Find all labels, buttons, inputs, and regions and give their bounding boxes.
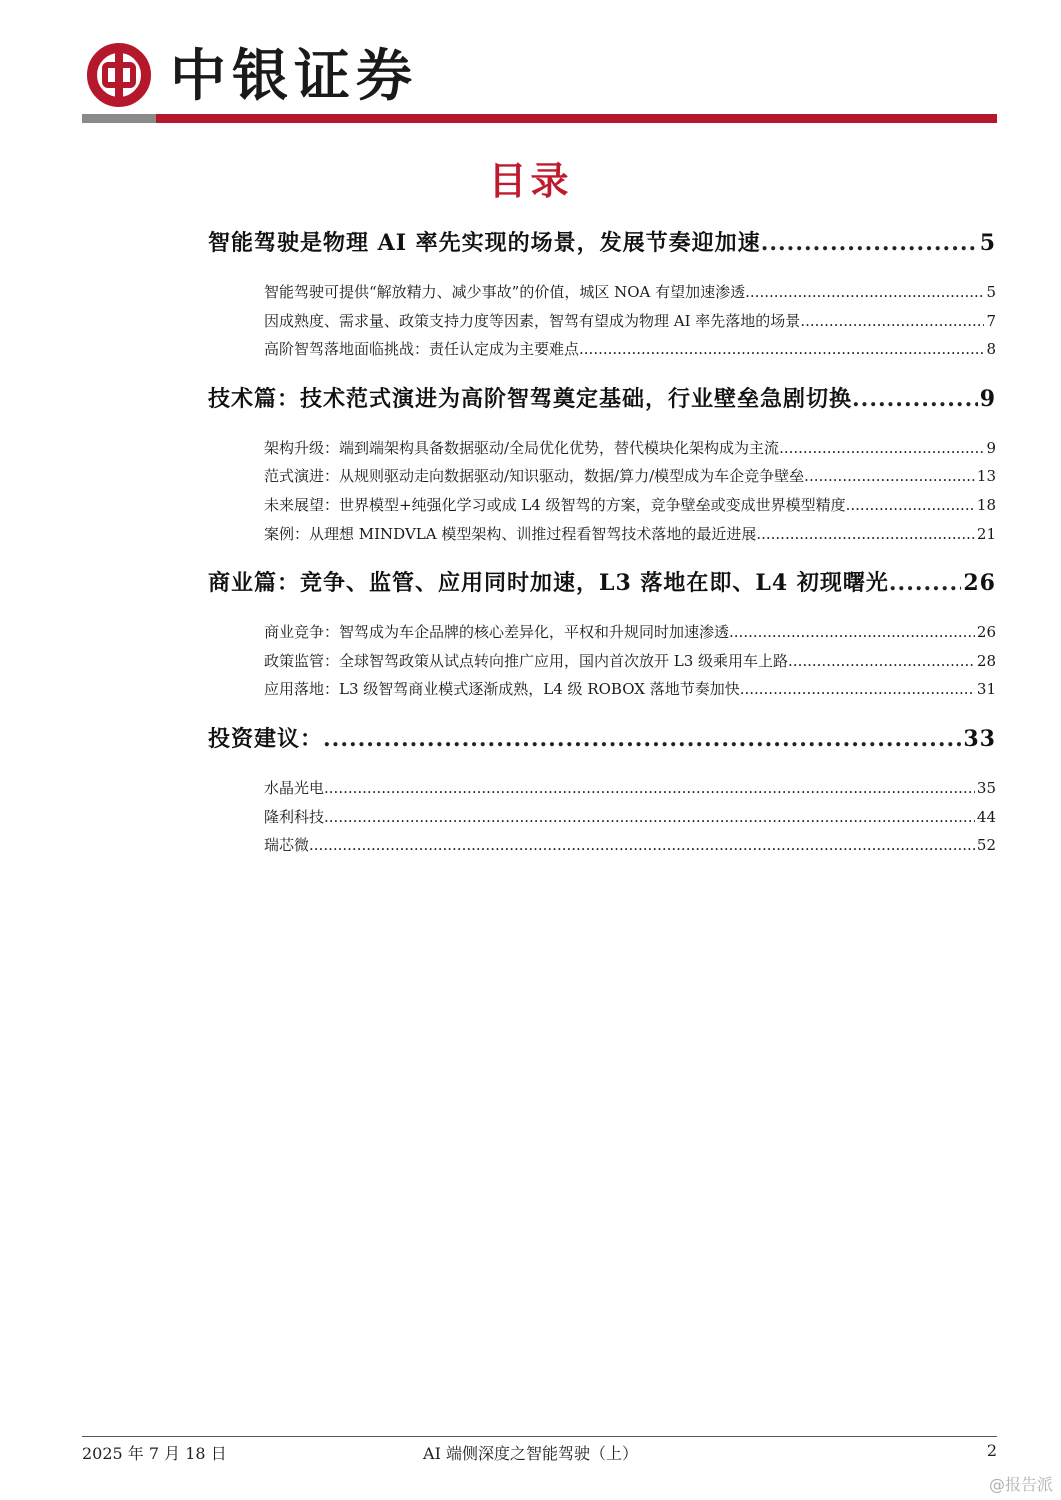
toc-subsection[interactable]: [264, 675, 996, 704]
toc-subsection[interactable]: [264, 803, 996, 832]
toc-subsection-page: 31: [976, 680, 996, 699]
toc-subsection-page: 26: [976, 623, 996, 642]
header-rule-grey: [82, 114, 156, 123]
page-header: [82, 40, 997, 124]
toc-leader-dots: [745, 278, 984, 307]
toc-leader-dots: [323, 716, 961, 762]
toc-subsection[interactable]: [264, 434, 996, 463]
toc-leader-dots: [309, 831, 975, 860]
toc-leader-dots: [579, 335, 984, 364]
toc-leader-dots: [740, 675, 975, 704]
toc-subsection-page: 13: [976, 467, 996, 486]
toc-subsection[interactable]: [264, 491, 996, 520]
bank-of-china-logo-icon: [86, 42, 152, 108]
toc-leader-dots: [779, 434, 984, 463]
footer-date: 2025 年 7 月 18 日: [82, 1444, 227, 1463]
footer-report-title: AI 端侧深度之智能驾驶（上）: [423, 1444, 638, 1463]
toc-subsection-title: 因成熟度、需求量、政策支持力度等因素，智驾有望成为物理 AI 率先落地的场景: [264, 311, 801, 330]
toc-subsection[interactable]: [264, 774, 996, 803]
toc-subsection[interactable]: [264, 462, 996, 491]
toc-section[interactable]: [208, 376, 996, 422]
toc-subsection[interactable]: [264, 307, 996, 336]
toc-subsection-page: 52: [976, 836, 996, 855]
toc-section-title: 投资建议：: [208, 725, 324, 752]
footer-rule: [82, 1436, 997, 1437]
footer-page-number: 2: [986, 1441, 997, 1460]
toc-subsection-title: 智能驾驶可提供“解放精力、减少事故”的价值，城区 NOA 有望加速渗透: [264, 283, 746, 301]
toc-section[interactable]: [208, 716, 996, 762]
toc-subsection-page: 18: [976, 495, 996, 514]
toc-leader-dots: [788, 647, 975, 676]
toc-title: 目录: [488, 158, 573, 203]
toc-subsection-title: 高阶智驾落地面临挑战：责任认定成为主要难点: [264, 340, 580, 359]
toc-subsection[interactable]: [264, 520, 996, 549]
toc-subsection-page: 9: [986, 438, 996, 457]
watermark: @报告派: [988, 1475, 1053, 1494]
toc-leader-dots: [324, 774, 975, 803]
toc-subsection-page: 8: [986, 340, 996, 359]
toc-section-page: 9: [979, 385, 996, 412]
toc-section-page: 33: [963, 725, 996, 752]
toc-subsection-page: 7: [986, 311, 996, 330]
toc-section-page: 26: [963, 570, 996, 597]
toc-leader-dots: [852, 376, 978, 422]
toc-subsection[interactable]: [264, 831, 996, 860]
toc-leader-dots: [324, 803, 975, 832]
toc-leader-dots: [889, 560, 962, 606]
toc-subsection-page: 21: [976, 524, 996, 543]
header-rule-red: [156, 114, 997, 123]
toc-section-page: 5: [979, 230, 996, 256]
toc-leader-dots: [729, 618, 975, 647]
toc-subsection-title: 水晶光电: [264, 778, 325, 797]
toc-subsection-title: 隆利科技: [264, 807, 325, 826]
brand-name: 中银证券: [170, 43, 418, 109]
toc-subsection-page: 44: [976, 807, 996, 826]
toc-subsection[interactable]: [264, 618, 996, 647]
toc-section[interactable]: [208, 220, 996, 266]
toc-subsection-page: 35: [976, 778, 996, 797]
toc-leader-dots: [846, 491, 975, 520]
toc-subsection-title: 架构升级：端到端架构具备数据驱动/全局优化优势，替代模块化架构成为主流: [264, 438, 780, 457]
toc-section[interactable]: [208, 560, 996, 606]
toc-leader-dots: [756, 520, 975, 549]
toc-subsection[interactable]: [264, 335, 996, 364]
table-of-contents: [208, 220, 996, 872]
toc-subsection[interactable]: [264, 278, 996, 307]
toc-subsection-title: 瑞芯微: [264, 836, 310, 855]
toc-subsection-title: 未来展望：世界模型+纯强化学习或成 L4 级智驾的方案，竞争壁垒或变成世界模型精度: [264, 495, 846, 514]
toc-subsection-page: 28: [976, 651, 996, 670]
toc-leader-dots: [804, 462, 975, 491]
toc-subsection[interactable]: [264, 647, 996, 676]
toc-leader-dots: [761, 220, 978, 266]
toc-subsection-title: 商业竞争：智驾成为车企品牌的核心差异化，平权和升规同时加速渗透: [264, 623, 730, 642]
toc-subsection-title: 案例：从理想 MINDVLA 模型架构、训推过程看智驾技术落地的最近进展: [264, 524, 757, 543]
toc-subsection-page: 5: [986, 283, 996, 301]
toc-section-title: 商业篇：竞争、监管、应用同时加速，L3 落地在即、L4 初现曙光: [208, 570, 889, 597]
toc-subsection-title: 政策监管：全球智驾政策从试点转向推广应用，国内首次放开 L3 级乘用车上路: [264, 651, 789, 670]
toc-leader-dots: [800, 307, 984, 336]
toc-section-title: 技术篇：技术范式演进为高阶智驾奠定基础，行业壁垒急剧切换: [208, 385, 853, 412]
toc-subsection-title: 范式演进：从规则驱动走向数据驱动/知识驱动，数据/算力/模型成为车企竞争壁垒: [264, 467, 805, 486]
toc-subsection-title: 应用落地：L3 级智驾商业模式逐渐成熟，L4 级 ROBOX 落地节奏加快: [264, 680, 740, 699]
toc-section-title: 智能驾驶是物理 AI 率先实现的场景，发展节奏迎加速: [208, 230, 761, 256]
